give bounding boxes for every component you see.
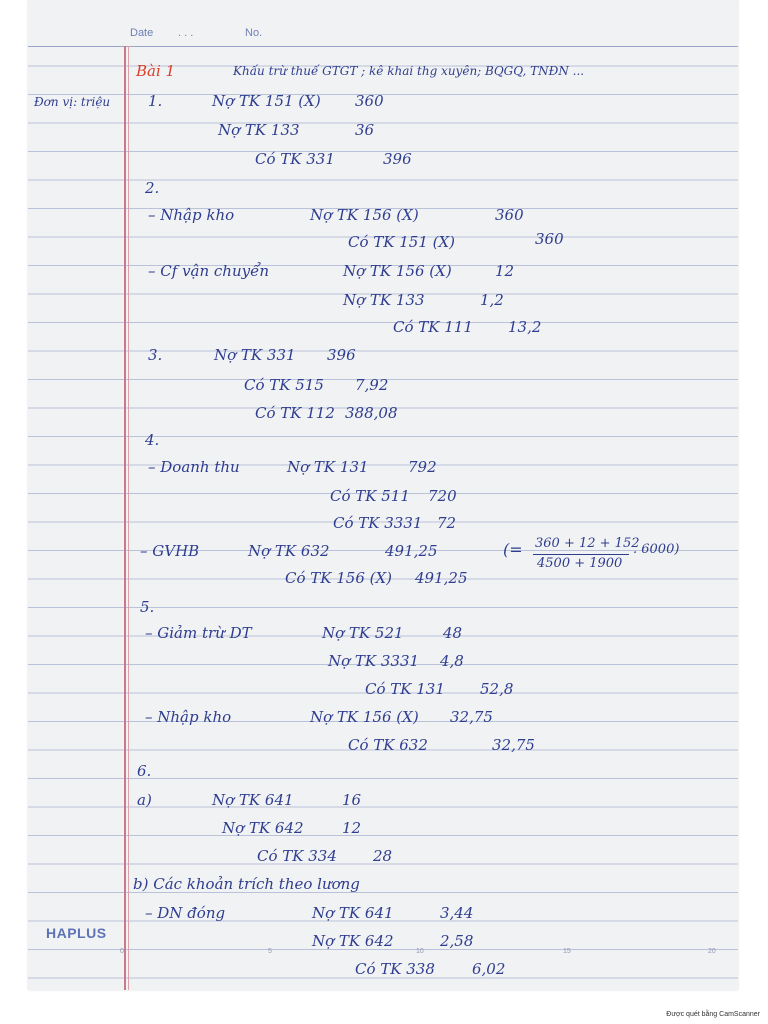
entry-text: 1,2 bbox=[480, 291, 504, 309]
entry-text: 396 bbox=[327, 346, 356, 364]
entry-text: 2,58 bbox=[440, 932, 474, 950]
entry-text: 720 bbox=[428, 487, 457, 505]
exercise-title: Bài 1 bbox=[136, 62, 176, 80]
entry-text: 388,08 bbox=[345, 404, 398, 422]
date-dots: . . . bbox=[178, 27, 194, 39]
entry-text: 491,25 bbox=[385, 542, 438, 560]
entry-text: 360 bbox=[495, 206, 524, 224]
entry-text: 3. bbox=[148, 346, 163, 364]
entry-text: 13,2 bbox=[508, 318, 542, 336]
entry-text: Có TK 151 (X) bbox=[348, 233, 456, 251]
entry-text: 6,02 bbox=[472, 960, 506, 978]
entry-text: Có TK 632 bbox=[348, 736, 428, 754]
entry-text: – Nhập kho bbox=[145, 708, 232, 726]
formula-multiplier: . 6000) bbox=[633, 542, 680, 557]
ruler-mark: 20 bbox=[708, 948, 716, 955]
entry-text: 12 bbox=[342, 819, 362, 837]
formula-numerator: 360 + 12 + 152 bbox=[535, 536, 640, 551]
margin-note: Đơn vị: triệu bbox=[34, 95, 111, 109]
formula-denominator: 4500 + 1900 bbox=[537, 556, 623, 571]
entry-text: Có TK 3331 bbox=[333, 514, 423, 532]
entry-text: 7,92 bbox=[355, 376, 389, 394]
entry-text: Nợ TK 133 bbox=[343, 291, 425, 309]
entry-text: 792 bbox=[408, 458, 437, 476]
entry-text: – Doanh thu bbox=[148, 458, 240, 476]
entry-text: 360 bbox=[535, 230, 564, 248]
entry-text: 6. bbox=[137, 762, 152, 780]
notebook-page bbox=[28, 0, 738, 990]
brand-logo: HAPLUS bbox=[46, 925, 107, 941]
ruler-mark: 15 bbox=[563, 948, 571, 955]
entry-text: Có TK 131 bbox=[365, 680, 445, 698]
page-header bbox=[28, 0, 738, 47]
entry-text: 360 bbox=[355, 92, 384, 110]
entry-text: 5. bbox=[140, 598, 155, 616]
entry-text: 3,44 bbox=[440, 904, 474, 922]
entry-text: Nợ TK 642 bbox=[222, 819, 304, 837]
entry-text: Nợ TK 156 (X) bbox=[310, 708, 419, 726]
ruler-mark: 5 bbox=[268, 948, 272, 955]
fraction-bar bbox=[533, 554, 629, 555]
entry-text: 72 bbox=[437, 514, 457, 532]
formula-open: (= bbox=[503, 540, 523, 559]
entry-text: – GVHB bbox=[140, 542, 200, 560]
entry-text: 396 bbox=[383, 150, 412, 168]
entry-text: Nợ TK 156 (X) bbox=[310, 206, 419, 224]
date-label: Date bbox=[130, 27, 154, 39]
entry-text: b) Các khoản trích theo lương bbox=[133, 875, 360, 893]
entry-text: Nợ TK 632 bbox=[248, 542, 330, 560]
entry-text: Có TK 338 bbox=[355, 960, 435, 978]
entry-text: 491,25 bbox=[415, 569, 468, 587]
entry-text: 32,75 bbox=[492, 736, 535, 754]
entry-text: Có TK 334 bbox=[257, 847, 337, 865]
entry-text: Nợ TK 151 (X) bbox=[212, 92, 321, 110]
entry-text: – DN đóng bbox=[145, 904, 226, 922]
entry-text: – Nhập kho bbox=[148, 206, 235, 224]
entry-text: Có TK 331 bbox=[255, 150, 335, 168]
entry-text: Nợ TK 331 bbox=[214, 346, 296, 364]
no-label: No. bbox=[245, 27, 263, 39]
entry-text: 12 bbox=[495, 262, 515, 280]
ruler-mark: 0 bbox=[120, 948, 124, 955]
entry-text: Nợ TK 156 (X) bbox=[343, 262, 452, 280]
entry-text: Có TK 156 (X) bbox=[285, 569, 393, 587]
entry-text: Có TK 511 bbox=[330, 487, 410, 505]
scanner-footer: Được quét bằng CamScanner bbox=[666, 1011, 760, 1018]
entry-text: a) bbox=[137, 791, 152, 809]
ruler-mark: 10 bbox=[416, 948, 424, 955]
entry-text: 4. bbox=[145, 431, 160, 449]
entry-text: Có TK 111 bbox=[393, 318, 473, 336]
entry-text: 52,8 bbox=[480, 680, 514, 698]
entry-text: Nợ TK 3331 bbox=[328, 652, 420, 670]
entry-text: 48 bbox=[443, 624, 463, 642]
entry-text: Nợ TK 641 bbox=[212, 791, 294, 809]
entry-text: 32,75 bbox=[450, 708, 493, 726]
exercise-description: Khấu trừ thuế GTGT ; kê khai thg xuyên; BQGQ, TNĐN ... bbox=[233, 64, 585, 78]
entry-text: Nợ TK 131 bbox=[287, 458, 369, 476]
entry-text: 1. bbox=[148, 92, 163, 110]
entry-text: – Cf vận chuyển bbox=[148, 262, 269, 280]
entry-text: 4,8 bbox=[440, 652, 464, 670]
margin-line-inner bbox=[128, 46, 129, 990]
margin-line bbox=[124, 46, 126, 990]
entry-text: – Giảm trừ DT bbox=[145, 624, 252, 642]
entry-text: 16 bbox=[342, 791, 362, 809]
entry-text: 2. bbox=[145, 179, 160, 197]
entry-text: Có TK 112 bbox=[255, 404, 335, 422]
entry-text: Nợ TK 642 bbox=[312, 932, 394, 950]
entry-text: 36 bbox=[355, 121, 375, 139]
entry-text: Nợ TK 521 bbox=[322, 624, 404, 642]
entry-text: Nợ TK 133 bbox=[218, 121, 300, 139]
entry-text: Nợ TK 641 bbox=[312, 904, 394, 922]
entry-text: Có TK 515 bbox=[244, 376, 324, 394]
entry-text: 28 bbox=[373, 847, 393, 865]
